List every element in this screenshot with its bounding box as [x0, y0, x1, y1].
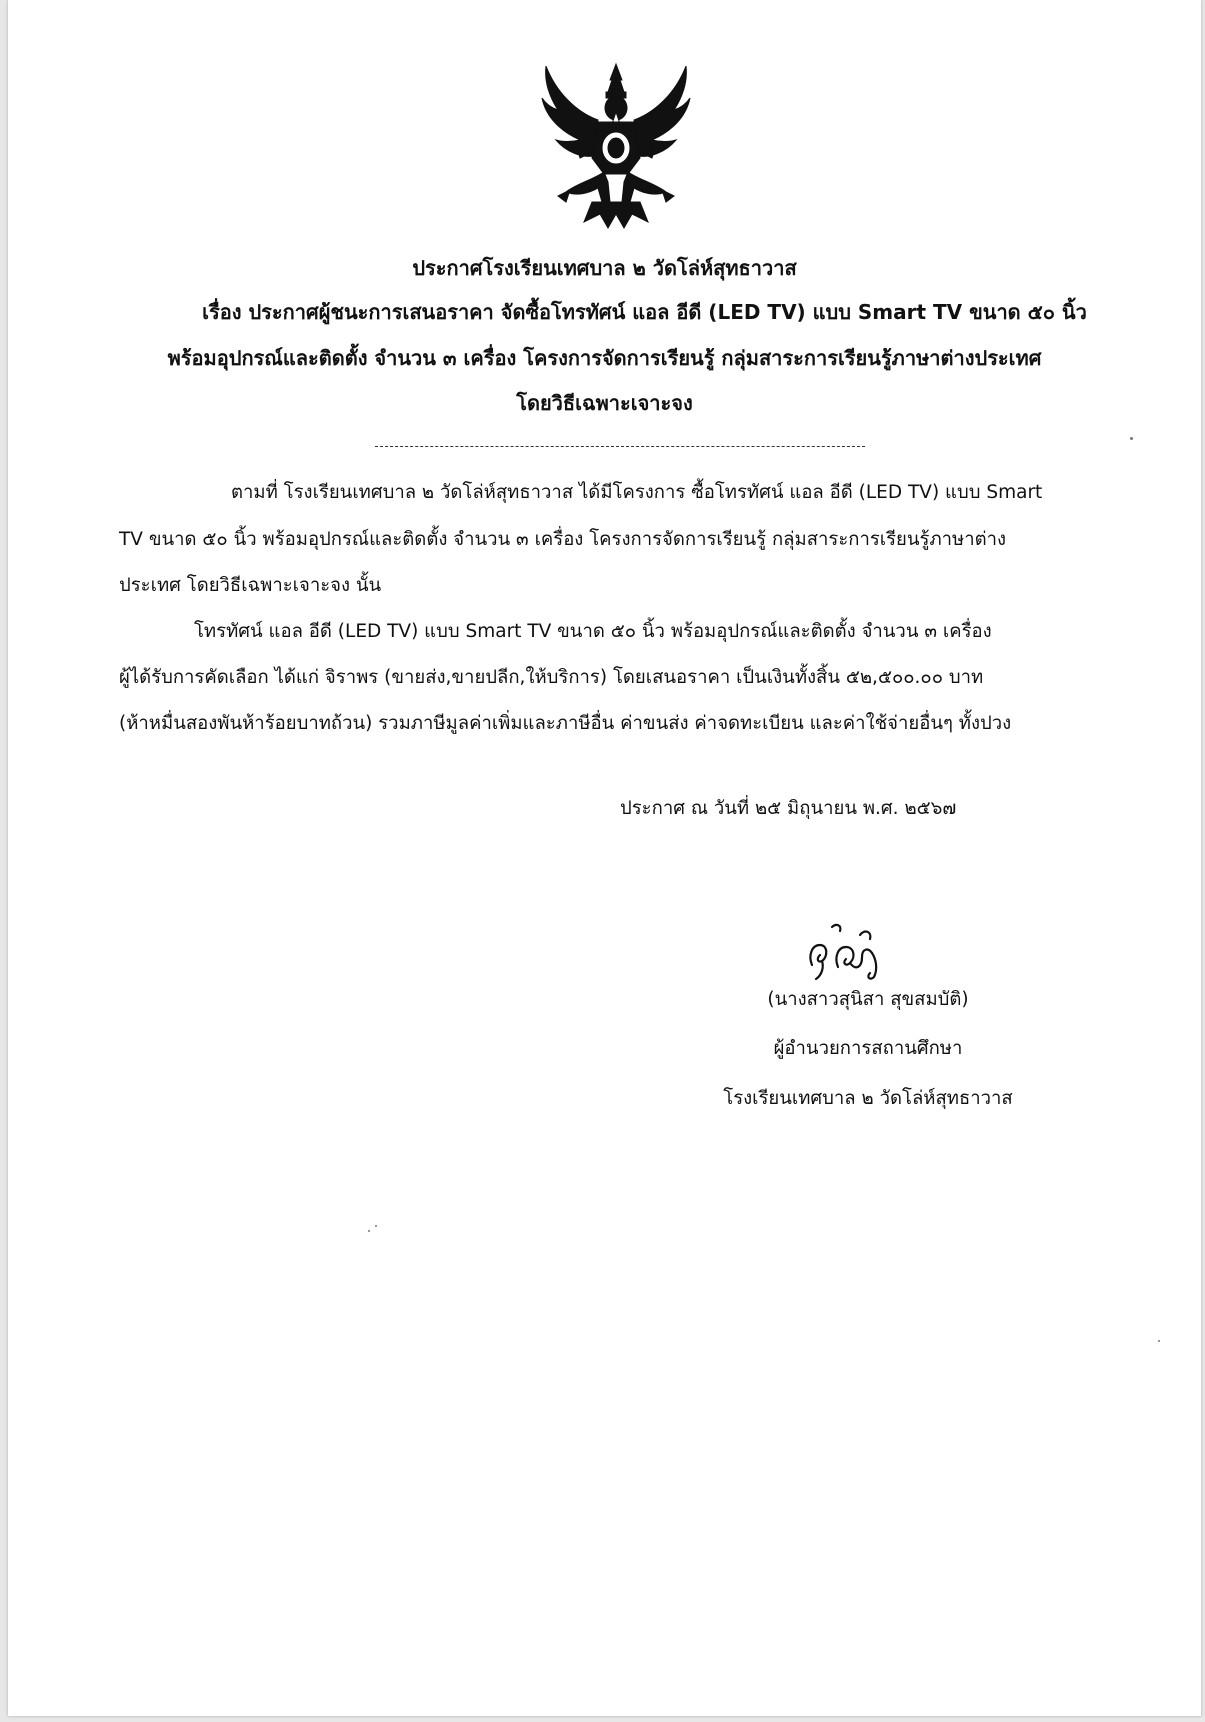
announcement-title: ประกาศโรงเรียนเทศบาล ๒ วัดโล่ห์สุทธาวาส — [412, 256, 797, 280]
scan-speck — [1130, 437, 1133, 440]
body-paragraph-2-line-1: โทรทัศน์ แอล อีดี (LED TV) แบบ Smart TV ขนาด ๕๐ นิ้ว พร้อมอุปกรณ์และติดตั้ง จำนวน ๓ เครื่อง — [194, 621, 992, 642]
announcement-subject: เรื่อง ประกาศผู้ชนะการเสนอราคา จัดซื้อโทรทัศน์ แอล อีดี (LED TV) แบบ Smart TV ขนาด ๕๐ นิ้ว — [202, 300, 1087, 324]
signatory-organization: โรงเรียนเทศบาล ๒ วัดโล่ห์สุทธาวาส — [723, 1088, 1013, 1109]
body-paragraph-2-line-3: (ห้าหมื่นสองพันห้าร้อยบาทถ้วน) รวมภาษีมูลค่าเพิ่มและภาษีอื่น ค่าขนส่ง ค่าจดทะเบียน และค่าใช้จ่ายอื่นๆ ทั้งปวง — [119, 713, 1012, 734]
document-page — [8, 0, 1201, 1716]
divider — [375, 446, 865, 447]
announcement-subject-continued: พร้อมอุปกรณ์และติดตั้ง จำนวน ๓ เครื่อง โครงการจัดการเรียนรู้ กลุ่มสาระการเรียนรู้ภาษาต่างประเทศ — [167, 346, 1042, 370]
announcement-method: โดยวิธีเฉพาะเจาะจง — [516, 391, 693, 415]
body-paragraph-2-line-2: ผู้ได้รับการคัดเลือก ได้แก่ จิราพร (ขายส่ง,ขายปลีก,ให้บริการ) โดยเสนอราคา เป็นเงินทั้งสิ้น ๕๒,๕๐๐.๐๐ บาท — [119, 667, 984, 688]
scan-speck — [368, 1230, 370, 1232]
signatory-name: (นางสาวสุนิสา สุขสมบัติ) — [767, 989, 969, 1010]
garuda-emblem-icon — [536, 62, 696, 230]
handwritten-signature — [798, 905, 908, 985]
announcement-date: ประกาศ ณ วันที่ ๒๕ มิถุนายน พ.ศ. ๒๕๖๗ — [620, 798, 957, 819]
body-paragraph-1-line-2: TV ขนาด ๕๐ นิ้ว พร้อมอุปกรณ์และติดตั้ง จำนวน ๓ เครื่อง โครงการจัดการเรียนรู้ กลุ่มสาระการเรียนรู้ภาษาต่าง — [119, 529, 1007, 550]
body-paragraph-1-line-3: ประเทศ โดยวิธีเฉพาะเจาะจง นั้น — [119, 575, 382, 596]
scan-speck — [375, 1225, 377, 1227]
body-paragraph-1-line-1: ตามที่ โรงเรียนเทศบาล ๒ วัดโล่ห์สุทธาวาส ได้มีโครงการ ซื้อโทรทัศน์ แอล อีดี (LED TV) แบบ Smart — [231, 482, 1043, 503]
signatory-position: ผู้อำนวยการสถานศึกษา — [773, 1038, 963, 1059]
scan-speck — [1158, 1340, 1160, 1342]
